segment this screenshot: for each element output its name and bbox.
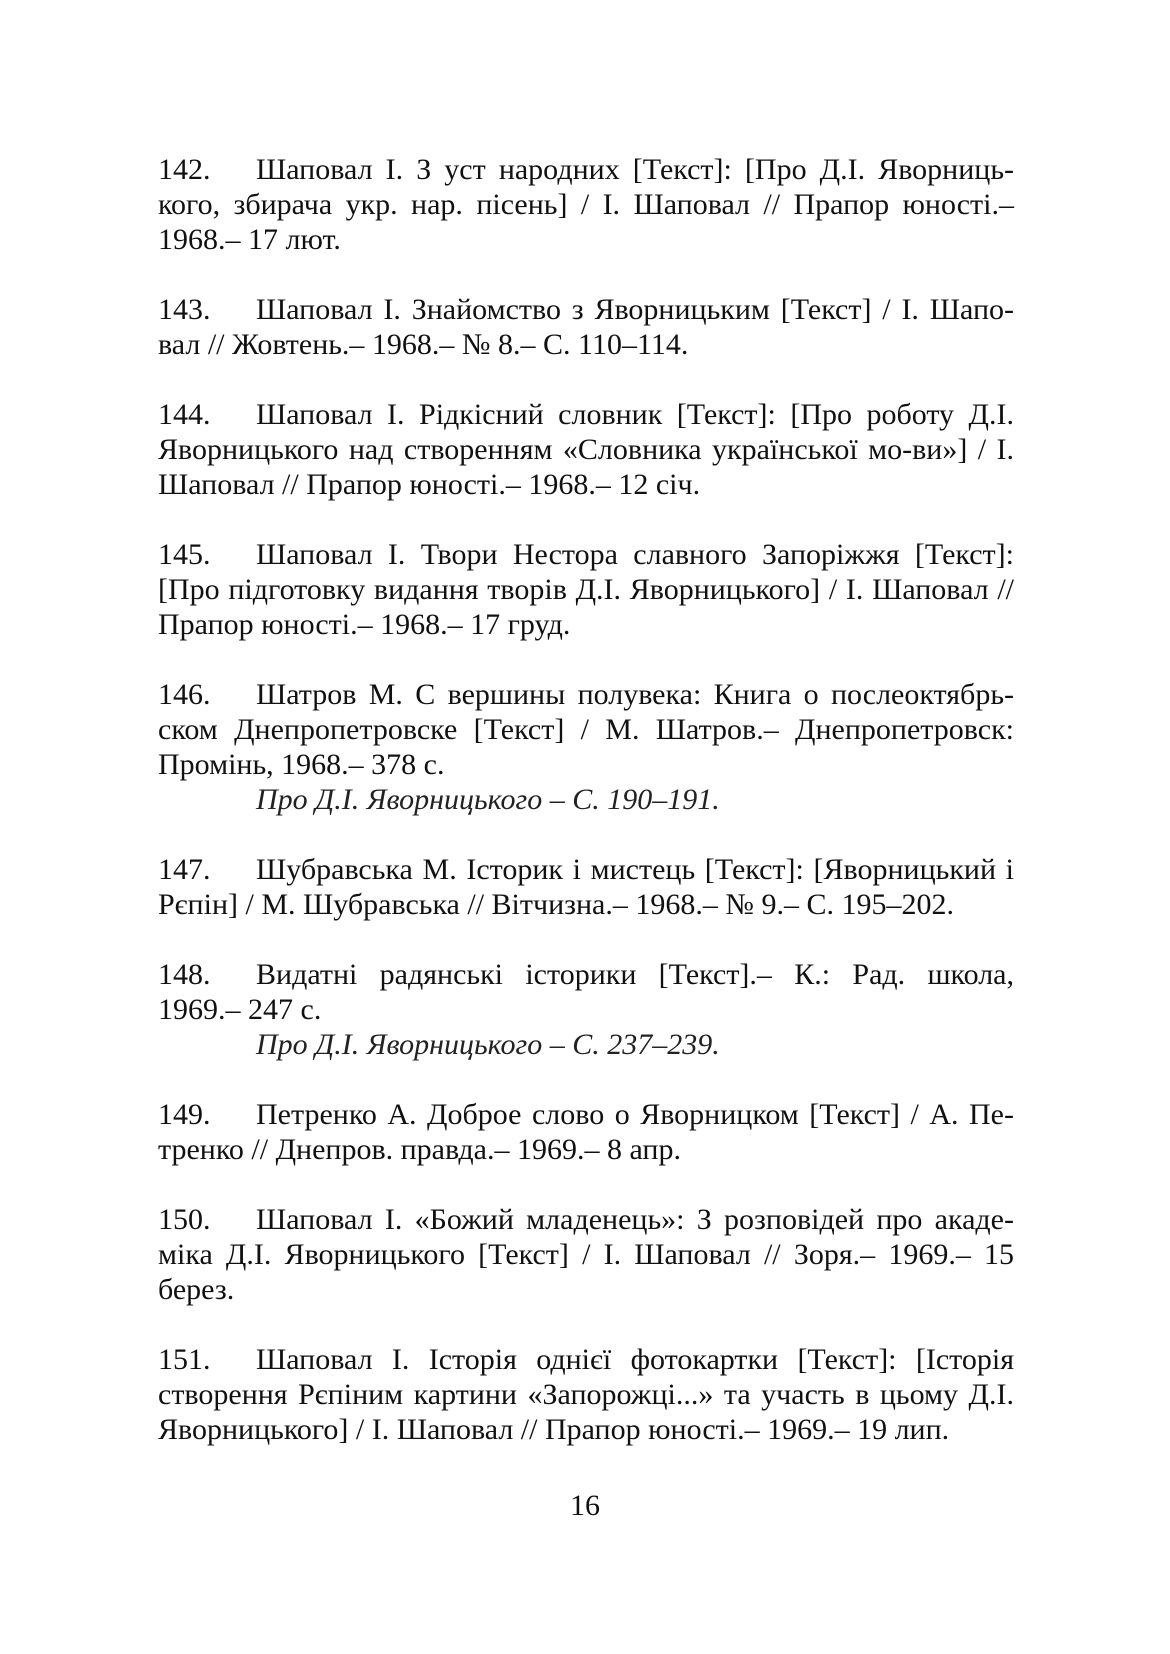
bibliography-entry-142 (158, 152, 1014, 257)
entry-text (158, 1202, 1014, 1307)
entry-body: Шаповал І. «Божий младенець»: З розповідей про акаде-міка Д.І. Яворницького [Текст] / І. Шаповал // Зоря.– 1969.– 15 берез. (158, 1203, 1014, 1306)
entry-note: Про Д.І. Яворницького – С. 237–239. (256, 1028, 720, 1061)
entry-body: Шатров М. С вершины полувека: Книга о послеоктябрь-ском Днепропетровске [Текст] / М. Шатров.– Днепропетровск: Промінь, 1968.– 378 с. (158, 678, 1014, 781)
entry-number: 145. (158, 538, 211, 571)
entry-body: Шаповал І. Твори Нестора славного Запоріжжя [Текст]: [Про підготовку видання творів Д.І. Яворницького] / І. Шаповал // Прапор юності.– 1968.– 17 груд. (158, 538, 1014, 641)
entry-body: Видатні радянські історики [Текст].– К.: Рад. школа, 1969.– 247 с. (158, 958, 1014, 1026)
entry-number: 144. (158, 398, 211, 431)
entry-text (158, 957, 1014, 1027)
entry-text (158, 1342, 1014, 1447)
bibliography-entry-151 (158, 1342, 1014, 1447)
entry-text (158, 397, 1014, 502)
entry-note: Про Д.І. Яворницького – С. 190–191. (256, 783, 720, 816)
entry-number: 143. (158, 293, 211, 326)
entry-text (158, 852, 1014, 922)
entry-text (158, 1097, 1014, 1167)
bibliography-entry-149 (158, 1097, 1014, 1167)
bibliography-entry-146 (158, 677, 1014, 817)
entry-body: Шаповал І. Історія однієї фотокартки [Текст]: [Історія створення Рєпіним картини «Запорожці...» та участь в цьому Д.І. Яворницького] / І. Шаповал // Прапор юності.– 1969.– 19 лип. (158, 1343, 1014, 1446)
entry-body: Петренко А. Доброе слово о Яворницком [Текст] / А. Пе-тренко // Днепров. правда.– 1969.– 8 апр. (158, 1098, 1014, 1166)
entry-number: 146. (158, 678, 211, 711)
bibliography-entry-145 (158, 537, 1014, 642)
entry-text (158, 537, 1014, 642)
entry-number: 149. (158, 1098, 211, 1131)
page-number: 16 (570, 1489, 600, 1522)
entry-body: Шаповал І. З уст народних [Текст]: [Про Д.І. Яворниць-кого, збирача укр. нар. пісень] / І. Шаповал // Прапор юності.– 1968.– 17 лют. (158, 153, 1014, 256)
bibliography-entry-150 (158, 1202, 1014, 1307)
entry-number: 148. (158, 958, 211, 991)
entry-number: 147. (158, 853, 211, 886)
bibliography-entry-144 (158, 397, 1014, 502)
entry-body: Шубравська М. Історик і мистець [Текст]: [Яворницький і Рєпін] / М. Шубравська // Вітчизна.– 1968.– № 9.– С. 195–202. (158, 853, 1014, 921)
bibliography-page (158, 152, 1014, 1482)
bibliography-entry-147 (158, 852, 1014, 922)
entry-body: Шаповал І. Знайомство з Яворницьким [Текст] / І. Шапо-вал // Жовтень.– 1968.– № 8.– С. 110–114. (158, 293, 1014, 361)
entry-number: 142. (158, 153, 211, 186)
entry-text (158, 292, 1014, 362)
bibliography-entry-148 (158, 957, 1014, 1062)
entry-body: Шаповал І. Рідкісний словник [Текст]: [Про роботу Д.І. Яворницького над створенням «Словника української мо-ви»] / І. Шаповал // Прапор юності.– 1968.– 12 січ. (158, 398, 1014, 501)
bibliography-entry-143 (158, 292, 1014, 362)
entry-text (158, 677, 1014, 782)
entry-text (158, 152, 1014, 257)
entry-number: 151. (158, 1343, 211, 1376)
entry-number: 150. (158, 1203, 211, 1236)
